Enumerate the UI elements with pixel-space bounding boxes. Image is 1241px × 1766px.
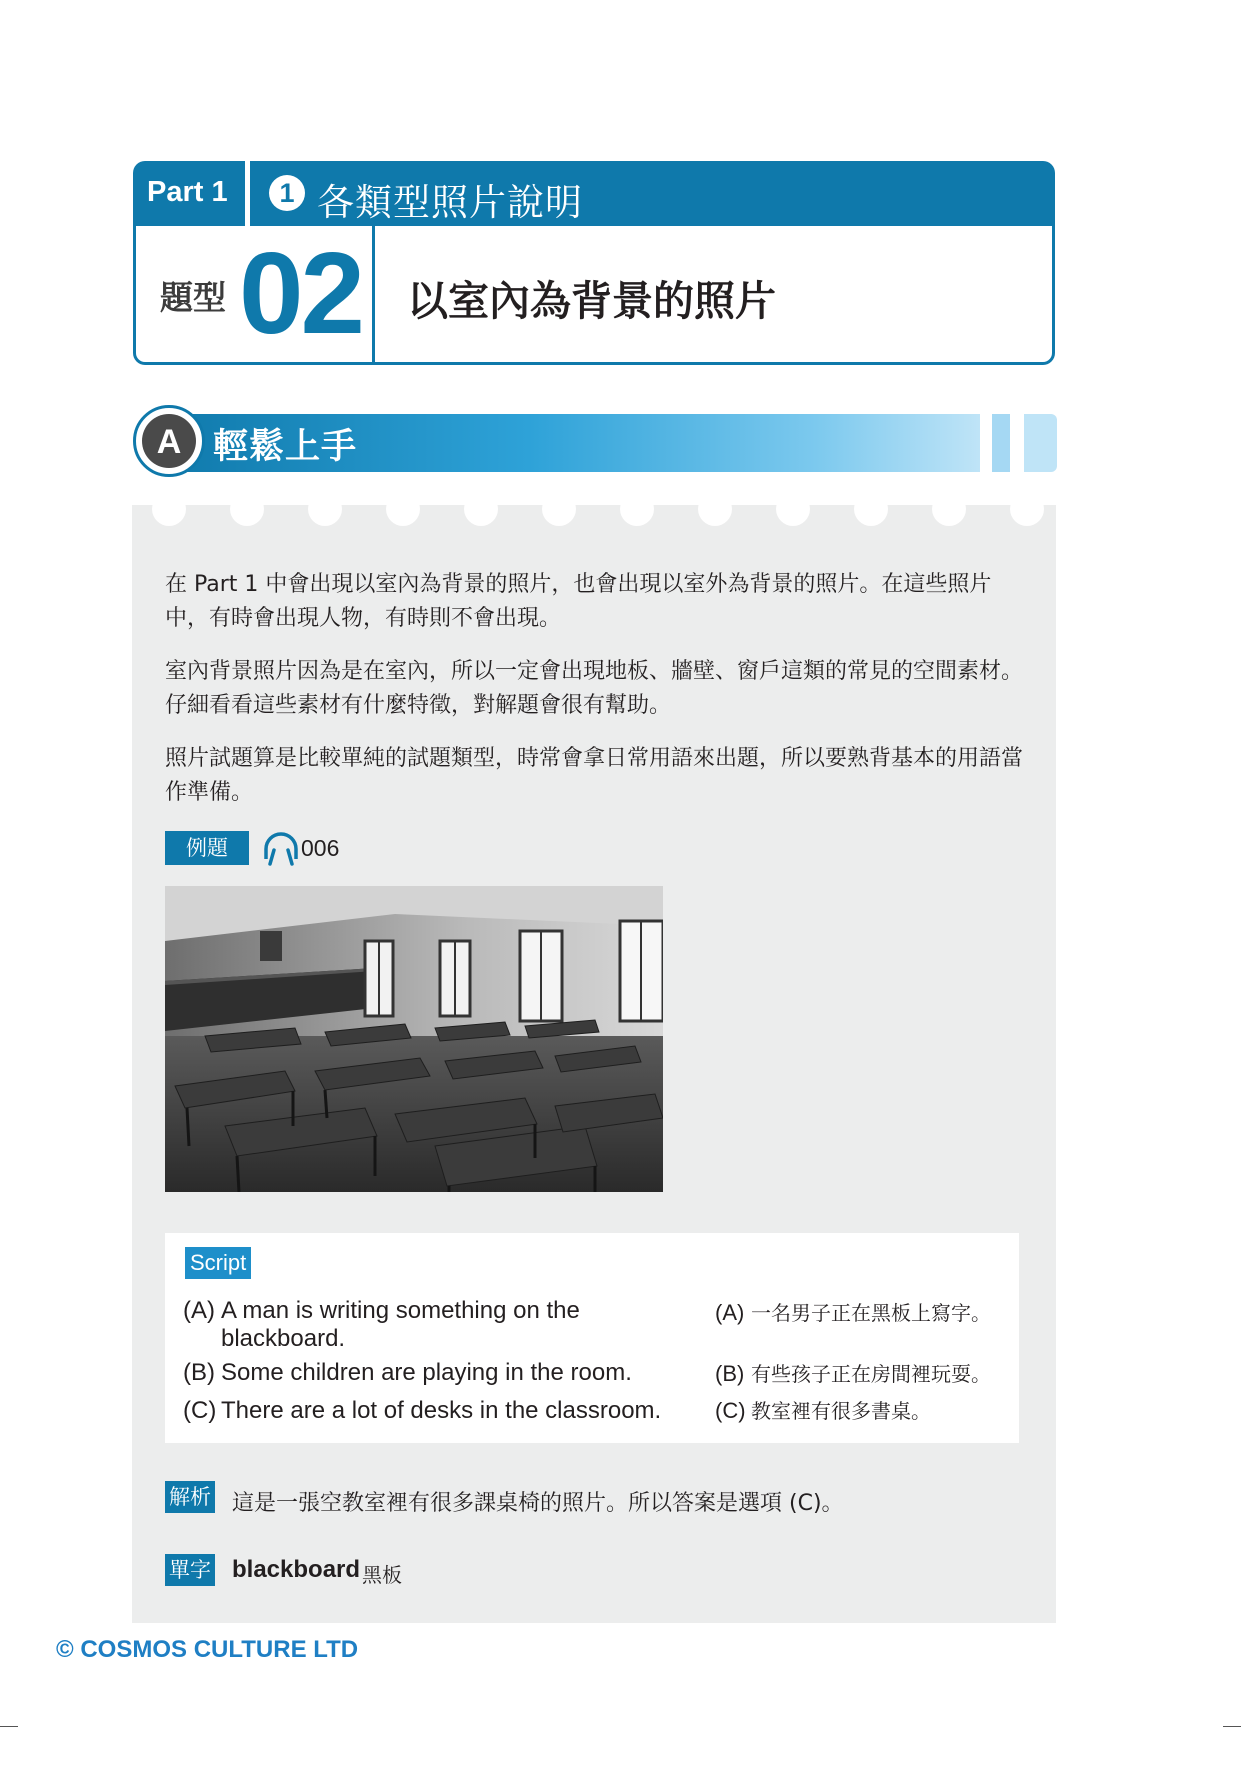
analysis-text: 這是一張空教室裡有很多課桌椅的照片。所以答案是選項 (C)。 xyxy=(232,1491,844,1516)
classroom-photo xyxy=(165,886,663,1192)
chapter-header-bar xyxy=(133,161,1055,227)
section-title: 各類型照片說明 xyxy=(317,181,583,224)
header-divider xyxy=(245,161,250,227)
script-option-zh xyxy=(715,1360,991,1388)
option-translation: 有些孩子正在房間裡玩耍。 xyxy=(751,1362,991,1386)
option-label: (C) xyxy=(183,1397,217,1424)
option-text-continued: blackboard. xyxy=(221,1325,346,1352)
banner-title: 輕鬆上手 xyxy=(213,427,358,467)
option-translation: 一名男子正在黑板上寫字。 xyxy=(751,1301,991,1325)
type-box-divider xyxy=(372,226,375,362)
banner-stripe xyxy=(1024,414,1057,472)
section-badge-letter: A xyxy=(142,414,196,468)
binder-hole xyxy=(308,492,342,526)
option-text: There are a lot of desks in the classroom. xyxy=(221,1397,662,1424)
binder-hole xyxy=(230,492,264,526)
analysis-tag: 解析 xyxy=(165,1481,215,1513)
question-type-title: 以室內為背景的照片 xyxy=(407,277,776,325)
binder-hole xyxy=(620,492,654,526)
vocab-meaning: 黑板 xyxy=(362,1563,402,1587)
script-box xyxy=(165,1233,1019,1443)
binder-hole xyxy=(698,492,732,526)
option-label: (A) xyxy=(183,1297,215,1324)
script-option-zh xyxy=(715,1299,991,1327)
script-tag: Script xyxy=(185,1247,251,1279)
option-label: (A) xyxy=(715,1300,745,1325)
crop-mark xyxy=(1223,1726,1241,1727)
part-label: Part 1 xyxy=(147,176,228,208)
vocab-tag: 單字 xyxy=(165,1554,215,1586)
option-label: (B) xyxy=(715,1361,745,1386)
question-type-word: 題型 xyxy=(160,278,226,317)
binder-hole xyxy=(1010,492,1044,526)
script-option-en xyxy=(183,1397,713,1425)
intro-paragraph: 室內背景照片因為是在室內，所以一定會出現地板、牆壁、窗戶這類的常見的空間素材。仔細看看這些素材有什麼特徵，對解題會很有幫助。 xyxy=(165,659,1024,718)
intro-paragraph: 在 Part 1 中會出現以室內為背景的照片，也會出現以室外為背景的照片。在這些照片中，有時會出現人物，有時則不會出現。 xyxy=(165,572,992,631)
intro-paragraph: 照片試題算是比較單純的試題類型，時常會拿日常用語來出題，所以要熟背基本的用語當作準備。 xyxy=(165,746,1024,805)
binder-hole xyxy=(854,492,888,526)
binder-hole xyxy=(464,492,498,526)
option-translation: 教室裡有很多書桌。 xyxy=(751,1399,931,1423)
question-type-number: 02 xyxy=(239,228,363,358)
script-option-en xyxy=(183,1359,703,1387)
crop-mark xyxy=(0,1726,18,1727)
option-label: (C) xyxy=(715,1398,746,1423)
section-number-badge: 1 xyxy=(269,175,305,211)
option-text: A man is writing something on the xyxy=(221,1297,580,1324)
example-tag: 例題 xyxy=(165,831,249,865)
binder-hole xyxy=(542,492,576,526)
option-label: (B) xyxy=(183,1359,215,1386)
headphones-icon xyxy=(261,829,301,867)
binder-hole xyxy=(152,492,186,526)
copyright-notice: © COSMOS CULTURE LTD xyxy=(56,1636,359,1663)
binder-hole xyxy=(386,492,420,526)
vocab-word: blackboard xyxy=(232,1556,361,1583)
binder-hole xyxy=(776,492,810,526)
banner-stripe xyxy=(992,414,1010,472)
section-badge xyxy=(133,405,205,477)
script-option-zh xyxy=(715,1397,931,1425)
question-type-box xyxy=(133,226,1055,365)
audio-track-number: 006 xyxy=(301,835,340,861)
binder-hole xyxy=(932,492,966,526)
option-text: Some children are playing in the room. xyxy=(221,1359,632,1386)
script-option-en xyxy=(183,1297,683,1353)
